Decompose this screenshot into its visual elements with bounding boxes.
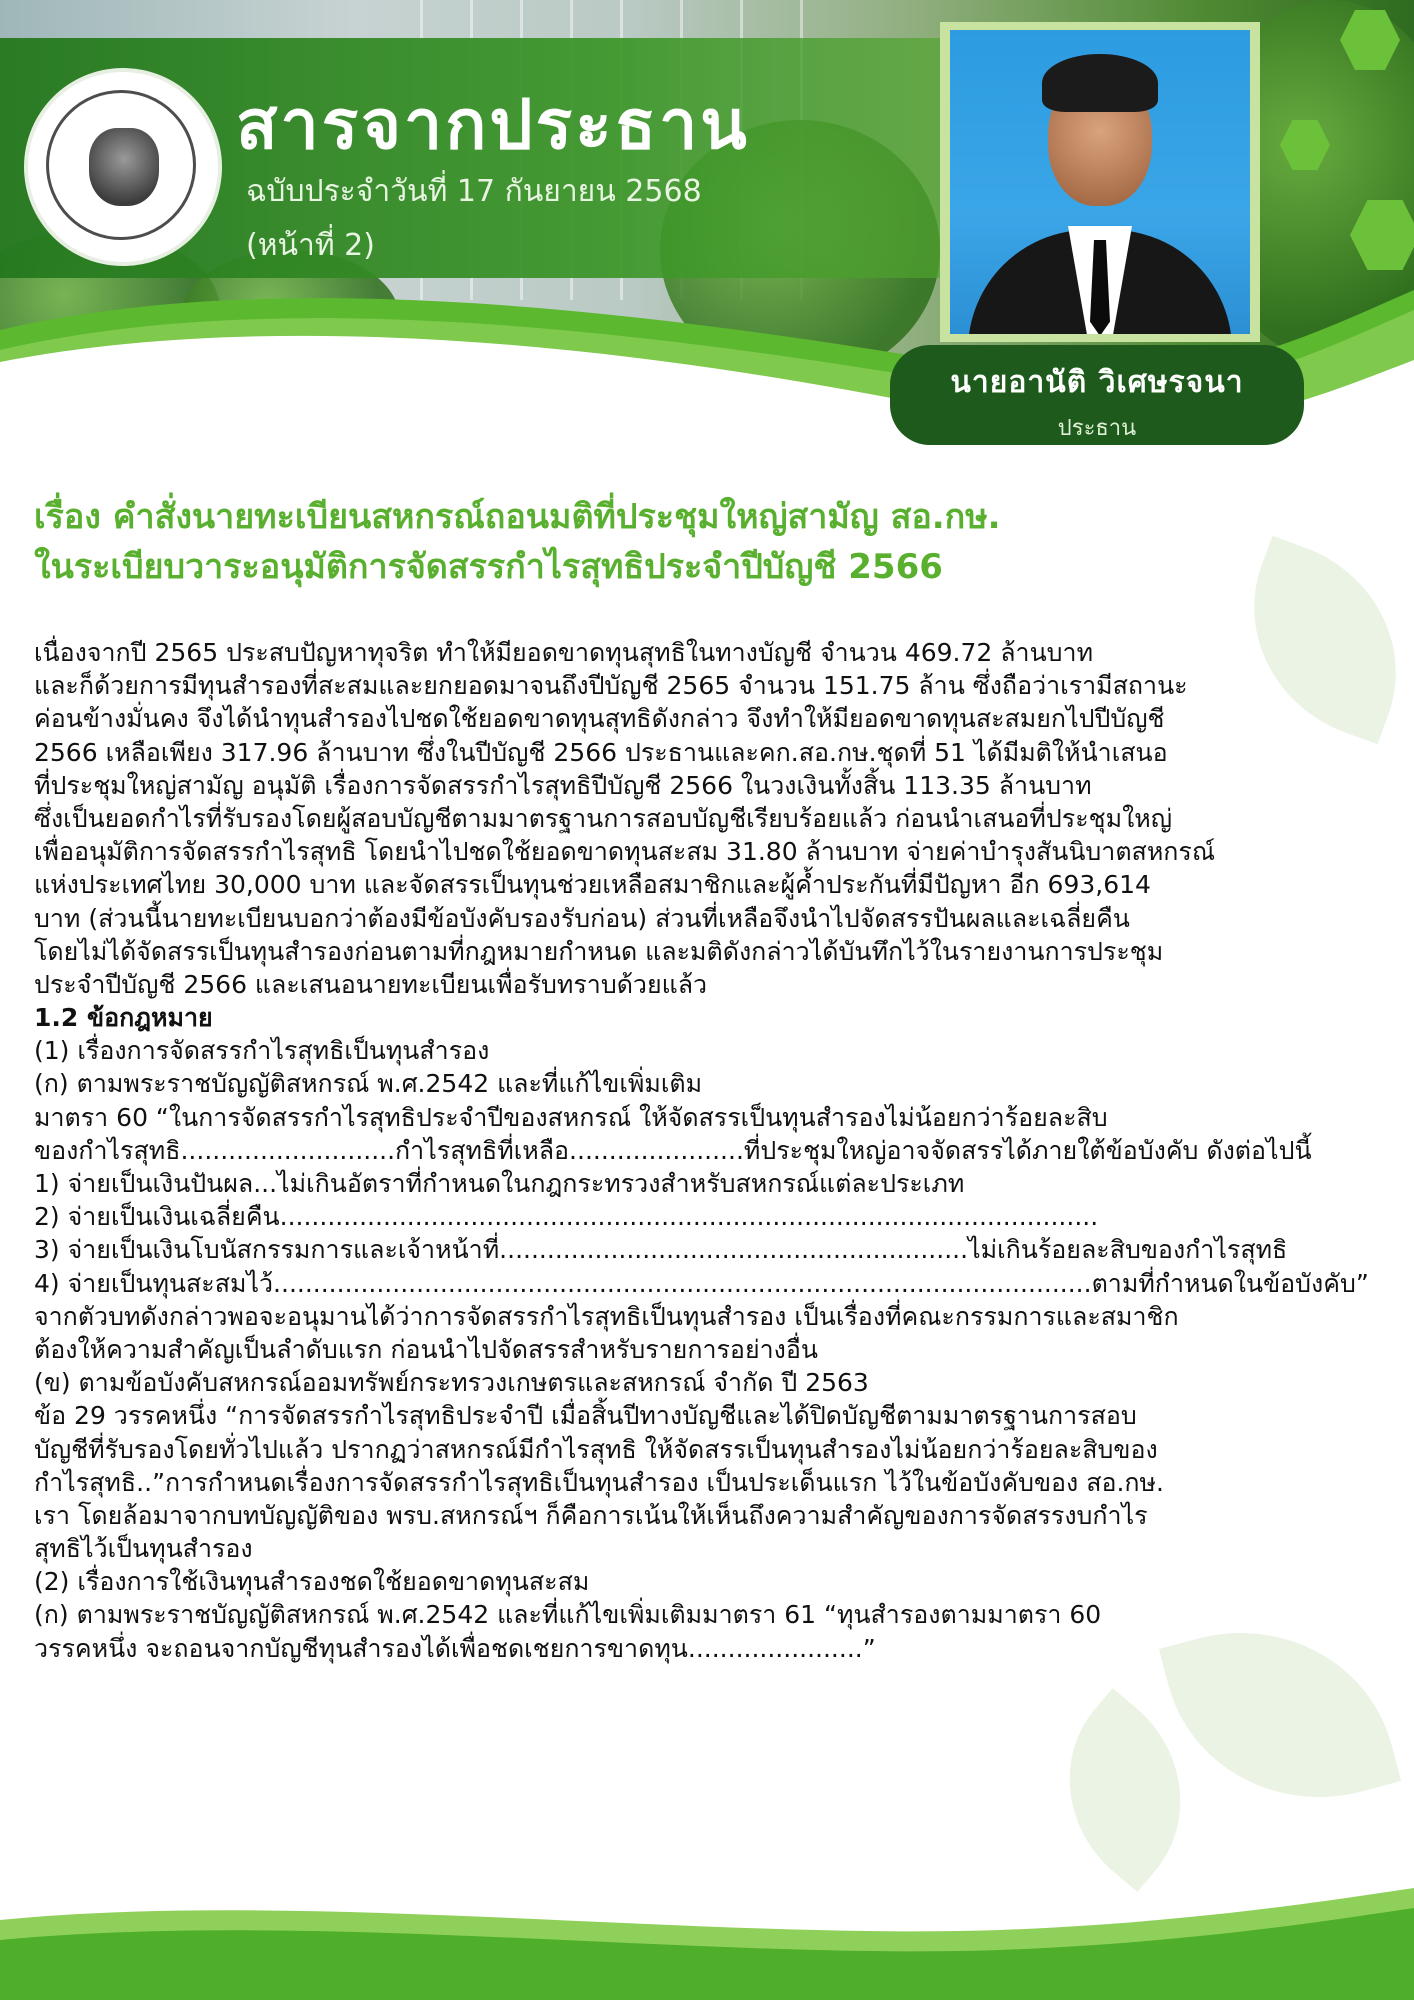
body-line: (ก) ตามพระราชบัญญัติสหกรณ์ พ.ศ.2542 และที่แก้ไขเพิ่มเติมมาตรา 61 “ทุนสำรองตามมาตรา 60 xyxy=(34,1600,1102,1630)
body-line: ซึ่งเป็นยอดกำไรที่รับรองโดยผู้สอบบัญชีตามมาตรฐานการสอบบัญชีเรียบร้อยแล้ว ก่อนนำเสนอที่ประชุมใหญ่ xyxy=(34,803,1173,833)
president-photo-frame xyxy=(940,22,1260,342)
president-name-badge xyxy=(890,345,1304,445)
page-title: สารจากประธาน xyxy=(236,86,750,165)
cooperative-seal-logo xyxy=(28,72,218,262)
body-line: 4) จ่ายเป็นทุนสะสมไว้.......................................................................................................ตามที่กำหนดในข้อบังคับ” xyxy=(34,1268,1369,1298)
headline-line: เรื่อง คำสั่งนายทะเบียนสหกรณ์ถอนมติที่ประชุมใหญ่สามัญ สอ.กษ. xyxy=(34,497,1001,537)
body-line: วรรคหนึ่ง จะถอนจากบัญชีทุนสำรองได้เพื่อชดเชยการขาดทุน......................” xyxy=(34,1633,876,1663)
body-line: (2) เรื่องการใช้เงินทุนสำรองชดใช้ยอดขาดทุนสะสม xyxy=(34,1567,590,1597)
body-line: และก็ด้วยการมีทุนสำรองที่สะสมและยกยอดมาจนถึงปีบัญชี 2565 จำนวน 151.75 ล้าน ซึ่งถือว่าเรามีสถานะ xyxy=(34,671,1188,701)
body-line: (ก) ตามพระราชบัญญัติสหกรณ์ พ.ศ.2542 และที่แก้ไขเพิ่มเติม xyxy=(34,1069,703,1099)
body-line: (1) เรื่องการจัดสรรกำไรสุทธิเป็นทุนสำรอง xyxy=(34,1036,490,1066)
body-line: เนื่องจากปี 2565 ประสบปัญหาทุจริต ทำให้มียอดขาดทุนสุทธิในทางบัญชี จำนวน 469.72 ล้านบาท xyxy=(34,638,1094,667)
section-heading: 1.2 ข้อกฎหมาย xyxy=(34,1003,213,1033)
body-line: บัญชีที่รับรองโดยทั่วไปแล้ว ปรากฏว่าสหกรณ์มีกำไรสุทธิ ให้จัดสรรเป็นทุนสำรองไม่น้อยกว่าร้อยละสิบของ xyxy=(34,1434,1158,1464)
body-line: บาท (ส่วนนี้นายทะเบียนบอกว่าต้องมีข้อบังคับรองรับก่อน) ส่วนที่เหลือจึงนำไปจัดสรรปันผลและเฉลี่ยคืน xyxy=(34,903,1130,933)
body-line: ค่อนข้างมั่นคง จึงได้นำทุนสำรองไปชดใช้ยอดขาดทุนสุทธิดังกล่าว จึงทำให้มียอดขาดทุนสะสมยกไปปีบัญชี xyxy=(34,704,1165,734)
body-line: สุทธิไว้เป็นทุนสำรอง xyxy=(34,1534,253,1564)
president-name: นายอานัติ วิเศษรจนา xyxy=(950,365,1244,400)
headline-line: ในระเบียบวาระอนุมัติการจัดสรรกำไรสุทธิประจำปีบัญชี 2566 xyxy=(34,547,943,587)
issue-date: ฉบับประจำวันที่ 17 กันยายน 2568 xyxy=(246,174,702,209)
president-photo xyxy=(950,30,1250,334)
body-line: ที่ประชุมใหญ่สามัญ อนุมัติ เรื่องการจัดสรรกำไรสุทธิปีบัญชี 2566 ในวงเงินทั้งสิ้น 113.35 ล้านบาท xyxy=(34,770,1092,800)
body-line: ข้อ 29 วรรคหนึ่ง “การจัดสรรกำไรสุทธิประจำปี เมื่อสิ้นปีทางบัญชีและได้ปิดบัญชีตามมาตรฐานการสอบ xyxy=(34,1401,1137,1431)
body-line: เพื่ออนุมัติการจัดสรรกำไรสุทธิ โดยนำไปชดใช้ยอดขาดทุนสะสม 31.80 ล้านบาท จ่ายค่าบำรุงสันนิบาตสหกรณ์ xyxy=(34,837,1216,867)
president-position: ประธาน xyxy=(1057,416,1137,441)
body-line: มาตรา 60 “ในการจัดสรรกำไรสุทธิประจำปีของสหกรณ์ ให้จัดสรรเป็นทุนสำรองไม่น้อยกว่าร้อยละสิบ xyxy=(34,1102,1108,1132)
body-line: แห่งประเทศไทย 30,000 บาท และจัดสรรเป็นทุนช่วยเหลือสมาชิกและผู้ค้ำประกันที่มีปัญหา อีก 693,614 xyxy=(34,870,1151,900)
page-number: (หน้าที่ 2) xyxy=(246,228,375,263)
body-line: (ข) ตามข้อบังคับสหกรณ์ออมทรัพย์กระทรวงเกษตรและสหกรณ์ จำกัด ปี 2563 xyxy=(34,1368,869,1398)
body-line: ของกำไรสุทธิ...........................กำไรสุทธิที่เหลือ......................ที่ประชุมใหญ่อาจจัดสรรได้ภายใต้ข้อบังคับ ดังต่อไปนี้ xyxy=(34,1135,1312,1165)
article-body xyxy=(34,636,1394,1665)
body-line: 1) จ่ายเป็นเงินปันผล...ไม่เกินอัตราที่กำหนดในกฎกระทรวงสำหรับสหกรณ์แต่ละประเภท xyxy=(34,1169,965,1198)
body-line: ต้องให้ความสำคัญเป็นลำดับแรก ก่อนนำไปจัดสรรสำหรับรายการอย่างอื่น xyxy=(34,1334,818,1364)
body-line: 2) จ่ายเป็นเงินเฉลี่ยคืน....................................................................................................... xyxy=(34,1202,1099,1232)
body-line: กำไรสุทธิ..”การกำหนดเรื่องการจัดสรรกำไรสุทธิเป็นทุนสำรอง เป็นประเด็นแรก ไว้ในข้อบังคับของ สอ.กษ. xyxy=(34,1467,1164,1497)
body-line: ประจำปีบัญชี 2566 และเสนอนายทะเบียนเพื่อรับทราบด้วยแล้ว xyxy=(34,969,708,999)
body-line: จากตัวบทดังกล่าวพอจะอนุมานได้ว่าการจัดสรรกำไรสุทธิเป็นทุนสำรอง เป็นเรื่องที่คณะกรรมการและสมาชิก xyxy=(34,1301,1179,1331)
body-line: เรา โดยล้อมาจากบทบัญญัติของ พรบ.สหกรณ์ฯ ก็คือการเน้นให้เห็นถึงความสำคัญของการจัดสรรงบกำไร xyxy=(34,1500,1148,1530)
article-headline xyxy=(34,492,1384,592)
body-line: โดยไม่ได้จัดสรรเป็นทุนสำรองก่อนตามที่กฎหมายกำหนด และมติดังกล่าวได้บันทึกไว้ในรายงานการประชุม xyxy=(34,936,1164,966)
body-line: 3) จ่ายเป็นเงินโบนัสกรรมการและเจ้าหน้าที่...........................................................ไม่เกินร้อยละสิบของกำไรสุทธิ xyxy=(34,1235,1288,1265)
body-line: 2566 เหลือเพียง 317.96 ล้านบาท ซึ่งในปีบัญชี 2566 ประธานและคก.สอ.กษ.ชุดที่ 51 ได้มีมติให้นำเสนอ xyxy=(34,737,1168,767)
footer-wave xyxy=(0,1880,1414,2000)
